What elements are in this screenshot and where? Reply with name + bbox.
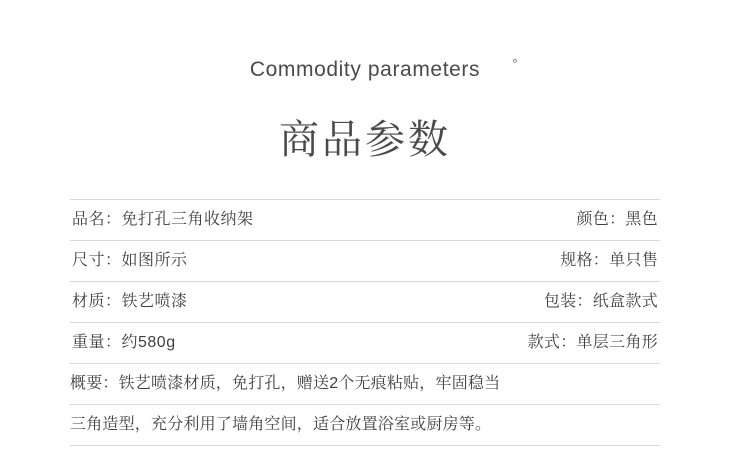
page-title-chinese: 商品参数	[279, 118, 451, 162]
table-row	[70, 199, 660, 241]
page-title-english	[249, 56, 519, 82]
param-color-label: 颜色：黑色	[576, 211, 658, 228]
param-summary-line-2: 三角造型，充分利用了墙角空间，适合放置浴室或厨房等。	[70, 416, 492, 433]
table-row	[70, 241, 660, 282]
table-row	[70, 282, 660, 323]
table-row-summary-second	[70, 405, 660, 446]
param-weight-label: 重量：约580g	[72, 334, 176, 351]
param-style-label: 款式：单层三角形	[527, 334, 658, 351]
degree-mark-icon: °	[512, 56, 519, 71]
table-row	[70, 323, 660, 364]
param-size-label: 尺寸：如图所示	[72, 252, 188, 269]
param-package-label: 包装：纸盒款式	[543, 293, 658, 310]
title-english-text: Commodity parameters	[249, 58, 481, 81]
table-row-summary-first	[70, 364, 660, 405]
param-material-label: 材质：铁艺喷漆	[72, 293, 188, 310]
parameters-table	[70, 199, 660, 446]
page-header	[0, 0, 730, 165]
param-spec-label: 规格：单只售	[560, 252, 658, 269]
param-name-label: 品名：免打孔三角收纳架	[72, 211, 254, 228]
param-summary-line-1: 概要：铁艺喷漆材质，免打孔，赠送2个无痕粘贴，牢固稳当	[70, 375, 501, 392]
